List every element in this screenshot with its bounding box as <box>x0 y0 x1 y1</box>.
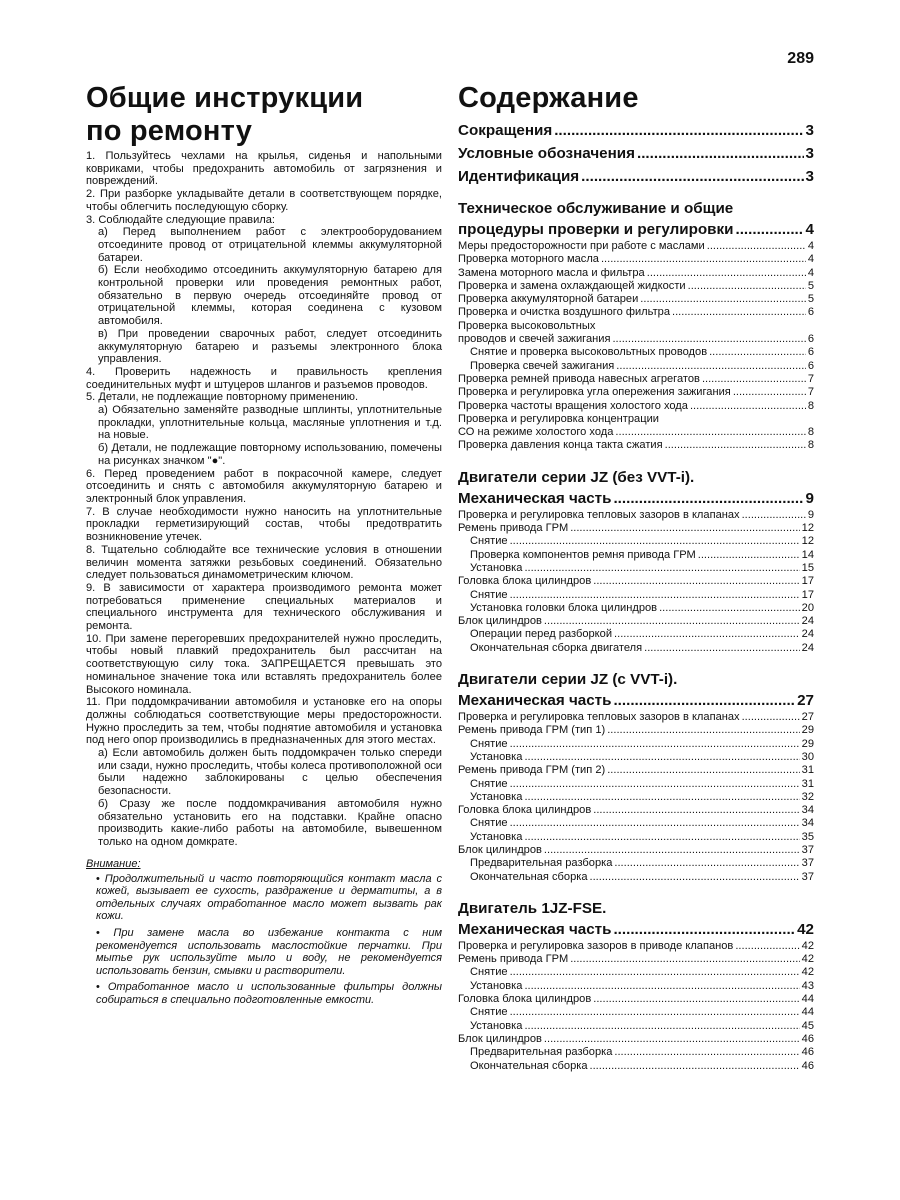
toc-item[interactable] <box>458 690 814 711</box>
leader-dots <box>581 165 803 188</box>
warning-text: Отработанное масло и использованные фильтры должны собираться в специально подготовленные емкости. <box>96 981 442 1007</box>
toc-page-number: 4 <box>807 266 814 279</box>
toc-page-number: 46 <box>801 1059 814 1072</box>
toc-section-title: Двигатели серии JZ (без VVT-i). <box>458 468 695 486</box>
instruction-item: 7. В случае необходимости нужно наносить на уплотнительные прокладки герметизирующий состав, чтобы предотвратить возникновение утечек. <box>86 505 442 544</box>
toc-page-number: 37 <box>801 843 814 856</box>
toc-item-label: Проверка компонентов ремня привода ГРМ <box>470 548 696 561</box>
instruction-item: 9. В зависимости от характера производимого ремонта может потребоваться применение специальных материалов и специального инструмента для технического обслуживания и ремонта. <box>86 581 442 633</box>
toc-page-number: 17 <box>801 588 814 601</box>
table-of-contents <box>458 82 814 1073</box>
toc-item-label: Головка блока цилиндров <box>458 575 592 588</box>
leader-dots <box>554 119 803 142</box>
leader-dots <box>709 346 806 359</box>
toc-item-label: Окончательная сборка <box>470 1059 588 1072</box>
toc-item-label: Предварительная разборка <box>470 857 613 870</box>
leader-dots <box>733 386 806 399</box>
instruction-item: 6. Перед проведением работ в покрасочной камере, следует отсоединить и снять с автомобиля аккумуляторную батарею и электронный блок управления. <box>86 467 442 505</box>
toc-page-number: 42 <box>801 966 814 979</box>
toc-item[interactable] <box>458 642 814 655</box>
leader-dots <box>735 219 803 240</box>
warning-item <box>96 981 442 1006</box>
toc-item-label: Установка <box>470 1019 523 1032</box>
toc-page-number: 24 <box>801 628 814 641</box>
toc-item-label: проводов и свечей зажигания <box>458 333 611 346</box>
toc-item[interactable] <box>458 778 814 791</box>
warning-text: При замене масла во избежание контакта с ним рекомендуется использовать маслостойкие перчатки. При мытье рук используйте мыло и воду, не рекомендуется использовать бензин, смывки и растворители. <box>96 927 442 977</box>
page-number: 289 <box>787 50 814 67</box>
leader-dots <box>614 857 799 870</box>
toc-item[interactable] <box>458 764 814 777</box>
toc-item[interactable] <box>458 119 814 142</box>
toc-item[interactable] <box>458 240 814 253</box>
toc-item[interactable] <box>458 575 814 588</box>
leader-dots <box>647 267 806 280</box>
toc-section-title: Двигатель 1JZ-FSE. <box>458 899 607 917</box>
leader-dots <box>690 400 806 413</box>
toc-item-label: Снятие и проверка высоковольтных проводов <box>470 346 708 359</box>
toc-item[interactable] <box>458 142 814 165</box>
toc-page-number: 27 <box>801 711 814 724</box>
leader-dots <box>510 778 800 791</box>
toc-section-title-line2: процедуры проверки и регулировки <box>458 221 734 238</box>
toc-item-label: Установка <box>470 979 523 992</box>
toc-item[interactable] <box>458 966 814 979</box>
toc-sections <box>458 467 814 1073</box>
toc-item-label: Установка головки блока цилиндров <box>470 601 658 614</box>
instruction-item: а) Обязательно заменяйте разводные шплинты, уплотнительные прокладки, уплотнительные кольца, масляные уплотнения и т.д. на новые. <box>98 404 442 442</box>
warning-text: Продолжительный и часто повторяющийся контакт масла с кожей, вызывает ее сухость, раздражение и дерматиты, а в отдельных случаях отработанное масло может вызвать рак кожи. <box>96 872 443 923</box>
toc-item[interactable] <box>458 871 814 884</box>
toc-item-label: Проверка и замена охлаждающей жидкости <box>458 279 686 292</box>
toc-item-label: Снятие <box>470 817 508 830</box>
instruction-item: а) Перед выполнением работ с электрооборудованием отсоедините провод от отрицательной клеммы аккумуляторной батареи. <box>98 226 442 264</box>
toc-page-number: 30 <box>801 750 814 763</box>
toc-page-number: 42 <box>801 939 814 952</box>
toc-major-list <box>458 119 814 188</box>
toc-item[interactable] <box>458 267 814 280</box>
toc-item-label: Проверка частоты вращения холостого хода <box>458 399 688 412</box>
bullet-icon: • <box>96 927 100 940</box>
leader-dots <box>607 724 799 737</box>
toc-item[interactable] <box>458 1060 814 1073</box>
toc-page-number: 15 <box>801 561 814 574</box>
toc-item[interactable] <box>458 360 814 373</box>
toc-item-label: Проверка свечей зажигания <box>470 359 615 372</box>
toc-page-number: 3 <box>805 145 814 162</box>
leader-dots <box>614 628 800 641</box>
leader-dots <box>702 373 806 386</box>
toc-item-label: Механическая часть <box>458 920 612 938</box>
toc-items <box>458 240 814 320</box>
instructions-title-line1: Общие инструкции <box>86 82 364 114</box>
toc-item[interactable] <box>458 400 814 413</box>
toc-page-number: 42 <box>801 953 814 966</box>
toc-item[interactable] <box>458 980 814 993</box>
toc-page-number: 29 <box>801 724 814 737</box>
toc-page-number: 8 <box>807 439 814 452</box>
toc-section <box>458 898 814 1073</box>
leader-dots <box>593 993 799 1006</box>
toc-item-label: Установка <box>470 561 523 574</box>
toc-item-text[interactable]: Проверка и регулировка концентрации <box>458 412 659 425</box>
toc-item-label: Замена моторного масла и фильтра <box>458 266 645 279</box>
toc-item-label: Проверка и регулировка зазоров в приводе клапанов <box>458 939 734 952</box>
toc-section <box>458 669 814 884</box>
toc-item-label: Головка блока цилиндров <box>458 804 592 817</box>
leader-dots <box>510 966 800 979</box>
toc-page-number: 5 <box>807 279 814 292</box>
toc-item[interactable] <box>458 488 814 509</box>
toc-item-label: Блок цилиндров <box>458 1032 542 1045</box>
leader-dots <box>593 575 799 588</box>
toc-item[interactable] <box>458 857 814 870</box>
bullet-icon: • <box>96 981 100 994</box>
toc-item[interactable] <box>458 751 814 764</box>
toc-item[interactable] <box>458 165 814 188</box>
instruction-item: б) Если необходимо отсоединить аккумуляторную батарею для контрольной проверки или проведения ремонтных работ, обязательно в первую очередь отсоединяйте провод от отрицательной клеммы, которая соединена с кузовом автомобиля. <box>98 264 442 328</box>
toc-item[interactable] <box>458 373 814 386</box>
repair-instructions-column <box>86 82 442 1011</box>
toc-item-label: Установка <box>470 790 523 803</box>
leader-dots <box>613 488 803 509</box>
toc-page-number: 42 <box>797 920 814 938</box>
leader-dots <box>544 1033 800 1046</box>
toc-item[interactable] <box>458 602 814 615</box>
toc-item[interactable] <box>458 346 814 359</box>
toc-item[interactable] <box>458 919 814 940</box>
toc-item[interactable] <box>458 804 814 817</box>
toc-item[interactable] <box>458 333 814 346</box>
toc-page-number: 24 <box>801 615 814 628</box>
toc-item[interactable] <box>458 549 814 562</box>
leader-dots <box>672 306 806 319</box>
toc-item[interactable] <box>458 940 814 953</box>
leader-dots <box>607 764 799 777</box>
toc-page-number: 6 <box>807 359 814 372</box>
toc-item-label: Проверка моторного масла <box>458 253 599 266</box>
leader-dots <box>613 690 795 711</box>
toc-page-number: 29 <box>801 737 814 750</box>
toc-item[interactable] <box>458 426 814 439</box>
toc-page-number: 35 <box>801 830 814 843</box>
leader-dots <box>688 280 806 293</box>
leader-dots <box>637 142 804 165</box>
toc-item-label: Ремень привода ГРМ (тип 1) <box>458 724 606 737</box>
toc-item[interactable] <box>458 615 814 628</box>
toc-item-label: Окончательная сборка двигателя <box>470 641 643 654</box>
toc-items <box>458 346 814 373</box>
leader-dots <box>570 953 799 966</box>
warning-item <box>96 873 442 923</box>
toc-page-number: 6 <box>807 333 814 346</box>
leader-dots <box>601 253 806 266</box>
toc-item-label: Механическая часть <box>458 692 612 710</box>
leader-dots <box>544 615 800 628</box>
toc-page-number: 4 <box>805 221 814 238</box>
toc-item-label: Снятие <box>470 737 508 750</box>
instruction-item: в) При проведении сварочных работ, следует отсоединить аккумуляторную батарею и разъемы электронного блока управления. <box>98 327 442 366</box>
toc-item-label: Снятие <box>470 588 508 601</box>
toc-item[interactable] <box>458 953 814 966</box>
toc-item-label: Операции перед разборкой <box>470 628 613 641</box>
toc-page-number: 32 <box>801 790 814 803</box>
toc-title: Содержание <box>458 82 639 114</box>
toc-page-number: 14 <box>801 548 814 561</box>
toc-page-number: 45 <box>801 1019 814 1032</box>
toc-item-label: СО на режиме холостого хода <box>458 426 614 439</box>
toc-page-number: 31 <box>801 777 814 790</box>
toc-item-label: Проверка давления конца такта сжатия <box>458 439 663 452</box>
toc-page-number: 4 <box>807 240 814 252</box>
toc-item[interactable] <box>458 522 814 535</box>
leader-dots <box>665 439 806 452</box>
toc-item-label: Головка блока цилиндров <box>458 993 592 1006</box>
leader-dots <box>570 522 799 535</box>
leader-dots <box>524 791 799 804</box>
toc-item-label: Установка <box>470 750 523 763</box>
leader-dots <box>612 333 805 346</box>
leader-dots <box>590 871 800 884</box>
toc-item-label: Проверка и регулировка тепловых зазоров в клапанах <box>458 711 740 724</box>
leader-dots <box>510 817 800 830</box>
warning-item <box>96 927 442 977</box>
toc-page-number: 43 <box>801 979 814 992</box>
leader-dots <box>524 831 799 844</box>
leader-dots <box>510 738 800 751</box>
toc-page-number: 12 <box>801 535 814 548</box>
toc-section-title: Техническое обслуживание и общие <box>458 200 734 217</box>
toc-item-label: Сокращения <box>458 122 553 139</box>
toc-item-label: Проверка и регулировка тепловых зазоров в клапанах <box>458 508 740 521</box>
toc-page-number: 7 <box>807 386 814 399</box>
rules-list <box>86 150 442 849</box>
leader-dots <box>742 509 806 522</box>
instructions-title <box>86 82 442 148</box>
toc-item-text[interactable]: Проверка высоковольтных <box>458 319 596 332</box>
toc-item-label: Условные обозначения <box>458 145 635 162</box>
leader-dots <box>640 293 806 306</box>
leader-dots <box>742 711 800 724</box>
instruction-item: б) Детали, не подлежащие повторному использованию, помечены на рисунках значком "●". <box>98 442 442 467</box>
toc-page-number: 44 <box>801 1006 814 1019</box>
toc-section <box>458 467 814 655</box>
toc-item-label: Снятие <box>470 777 508 790</box>
leader-dots <box>698 549 800 562</box>
toc-item[interactable] <box>458 817 814 830</box>
leader-dots <box>614 1046 799 1059</box>
toc-item-label: Проверка и регулировка угла опережения зажигания <box>458 386 731 399</box>
leader-dots <box>735 940 799 953</box>
toc-item[interactable] <box>458 280 814 293</box>
toc-page-number: 24 <box>801 641 814 654</box>
leader-dots <box>707 240 806 253</box>
toc-page-number: 44 <box>801 993 814 1006</box>
leader-dots <box>524 1020 799 1033</box>
toc-item[interactable] <box>458 439 814 452</box>
toc-item-label: Снятие <box>470 1006 508 1019</box>
leader-dots <box>524 980 799 993</box>
instruction-item: б) Сразу же после поддомкрачивания автомобиля нужно обязательно установить его на подставки. Крайне опасно производить какие-либо работы на автомобиле, вывешенном только на одном домкрате. <box>98 797 442 848</box>
toc-page-number: 4 <box>807 253 814 266</box>
toc-item-label: Блок цилиндров <box>458 843 542 856</box>
toc-page-number: 37 <box>801 870 814 883</box>
toc-item[interactable] <box>458 1006 814 1019</box>
toc-item[interactable] <box>458 293 814 306</box>
toc-item-label: Установка <box>470 830 523 843</box>
toc-page-number: 37 <box>801 857 814 870</box>
toc-item[interactable] <box>458 253 814 266</box>
toc-item[interactable] <box>458 509 814 522</box>
toc-item[interactable] <box>458 535 814 548</box>
toc-item-label: Идентификация <box>458 168 580 185</box>
toc-item[interactable] <box>458 844 814 857</box>
leader-dots <box>644 642 800 655</box>
toc-item[interactable] <box>458 711 814 724</box>
toc-item[interactable] <box>458 1046 814 1059</box>
instructions-title-line2: по ремонту <box>86 115 253 147</box>
toc-item-label: Механическая часть <box>458 489 612 507</box>
toc-page-number: 7 <box>807 372 814 385</box>
bullet-icon: • <box>96 872 100 885</box>
toc-page-number: 9 <box>807 508 814 521</box>
toc-item[interactable] <box>458 1020 814 1033</box>
toc-item-label: Предварительная разборка <box>470 1046 613 1059</box>
warnings-list <box>86 873 442 1007</box>
toc-page-number: 17 <box>801 575 814 588</box>
toc-section-title: Двигатели серии JZ (с VVT-i). <box>458 671 678 689</box>
toc-item[interactable] <box>458 791 814 804</box>
toc-item-label: Проверка и очистка воздушного фильтра <box>458 306 670 319</box>
toc-item-label: Ремень привода ГРМ (тип 2) <box>458 764 606 777</box>
leader-dots <box>510 1006 800 1019</box>
toc-item[interactable] <box>458 993 814 1006</box>
toc-item[interactable] <box>458 628 814 641</box>
toc-page-number: 6 <box>807 306 814 319</box>
instruction-item: 3. Соблюдайте следующие правила: <box>86 213 275 226</box>
leader-dots <box>613 919 795 940</box>
instruction-item: 1. Пользуйтесь чехлами на крылья, сиденья и напольными ковриками, чтобы предохранить автомобиль от загрязнения и повреждений. <box>86 150 442 188</box>
toc-item-label: Меры предосторожности при работе с маслами <box>458 240 705 252</box>
toc-page-number: 5 <box>807 293 814 306</box>
toc-page-number: 12 <box>801 522 814 535</box>
toc-page-number: 8 <box>807 426 814 439</box>
toc-page-number: 31 <box>801 764 814 777</box>
toc-item[interactable] <box>458 589 814 602</box>
toc-page-number: 8 <box>807 399 814 412</box>
toc-section-maintenance <box>458 198 814 453</box>
leader-dots <box>590 1060 800 1073</box>
leader-dots <box>510 589 800 602</box>
warning-title: Внимание: <box>86 857 141 870</box>
leader-dots <box>593 804 799 817</box>
toc-item[interactable] <box>458 386 814 399</box>
instruction-item: 5. Детали, не подлежащие повторному применению. <box>86 391 359 404</box>
instruction-item: 11. При поддомкрачивании автомобиля и установке его на опоры должны соблюдаться соответствующие меры предосторожности. Нужно проследить за тем, чтобы поднятие автомобиля и установка под него опор производились в предназначенных для этого местах. <box>86 696 442 747</box>
instruction-item: 2. При разборке укладывайте детали в соответствующем порядке, чтобы облегчить последующую сборку. <box>86 188 442 213</box>
toc-page-number: 3 <box>805 168 814 185</box>
instruction-item: а) Если автомобиль должен быть поддомкрачен только спереди или сзади, нужно проследить, чтобы колеса противоположной оси были надежно заблокированы с целью обеспечения безопасности. <box>98 747 442 798</box>
toc-page-number: 34 <box>801 804 814 817</box>
toc-item-label: Ремень привода ГРМ <box>458 522 569 535</box>
leader-dots <box>544 844 800 857</box>
leader-dots <box>615 426 805 439</box>
leader-dots <box>524 751 799 764</box>
toc-section-heading[interactable] <box>458 219 814 240</box>
toc-item-label: Ремень привода ГРМ <box>458 953 569 966</box>
instruction-item: 8. Тщательно соблюдайте все технические условия в отношении величин момента затяжки резьбовых соединений. Обязательно следует пользоваться динамометрическим ключом. <box>86 543 442 582</box>
toc-item[interactable] <box>458 1033 814 1046</box>
toc-item[interactable] <box>458 724 814 737</box>
toc-item[interactable] <box>458 831 814 844</box>
leader-dots <box>659 602 800 615</box>
toc-items <box>458 373 814 413</box>
leader-dots <box>510 535 800 548</box>
toc-item-label: Блок цилиндров <box>458 615 542 628</box>
toc-item[interactable] <box>458 562 814 575</box>
toc-page-number: 46 <box>801 1046 814 1059</box>
toc-item-label: Проверка аккумуляторной батареи <box>458 293 639 306</box>
toc-item-label: Снятие <box>470 535 508 548</box>
toc-page-number: 46 <box>801 1032 814 1045</box>
toc-item-label: Снятие <box>470 966 508 979</box>
toc-item[interactable] <box>458 306 814 319</box>
leader-dots <box>524 562 799 575</box>
toc-page-number: 3 <box>805 122 814 139</box>
instruction-item: 4. Проверить надежность и правильность крепления соединительных муфт и штуцеров шлангов и разъемов проводов. <box>86 365 442 391</box>
toc-item-label: Окончательная сборка <box>470 870 588 883</box>
leader-dots <box>616 360 806 373</box>
instruction-item: 10. При замене перегоревших предохранителей нужно проследить, чтобы новый плавкий предохранитель был рассчитан на соответствующую силу тока. ЗАПРЕЩАЕТСЯ превышать это номинальное значение тока или вставлять предохранитель более Высокого номинала. <box>86 632 442 696</box>
toc-item[interactable] <box>458 738 814 751</box>
toc-page-number: 6 <box>807 346 814 359</box>
toc-page-number: 34 <box>801 817 814 830</box>
toc-page-number: 20 <box>801 601 814 614</box>
toc-page-number: 27 <box>797 692 814 710</box>
toc-item-label: Проверка ремней привода навесных агрегатов <box>458 372 700 385</box>
toc-page-number: 9 <box>805 489 814 507</box>
